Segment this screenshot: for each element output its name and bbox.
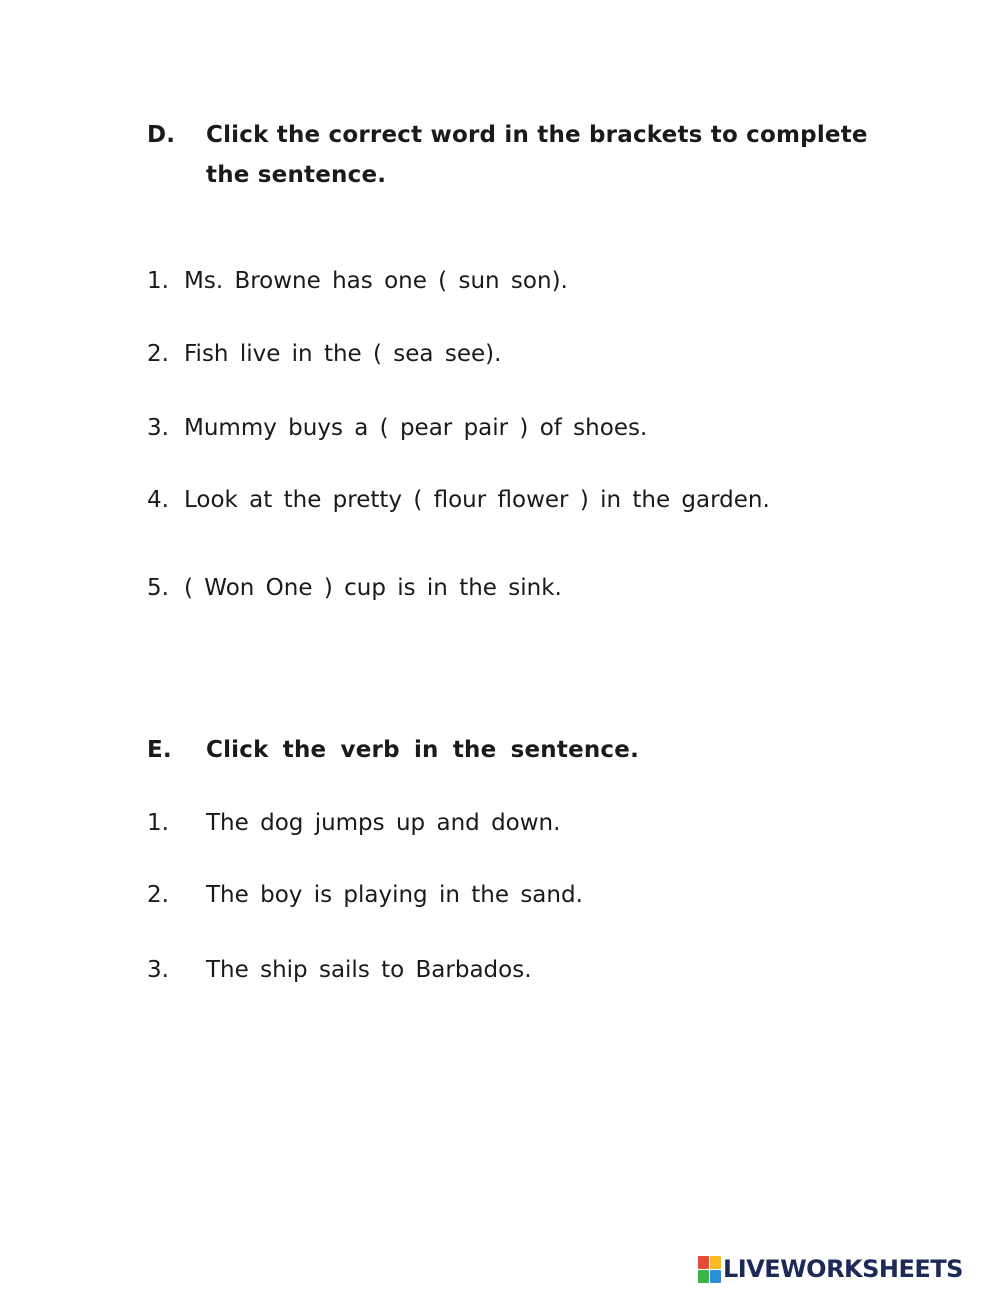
e-item-2-sentence xyxy=(206,882,583,908)
e-item-1-word-1[interactable]: The xyxy=(206,810,249,836)
e-item-1-sentence xyxy=(206,810,560,836)
d-item-5-post: ) cup is in the sink. xyxy=(323,575,562,601)
e-item-3-word-4[interactable]: to xyxy=(381,957,405,983)
e-item-3-word-5[interactable]: Barbados. xyxy=(415,957,532,983)
e-item-2-word-3[interactable]: is xyxy=(313,882,333,908)
d-item-2-pre: Fish live in the ( xyxy=(184,341,382,367)
d-item-2-post: ). xyxy=(485,341,502,367)
d-item-4-sentence xyxy=(184,487,770,513)
e-item-2-word-4[interactable]: playing xyxy=(343,882,428,908)
d-item-2-option-1[interactable]: sea xyxy=(393,341,434,367)
d-item-4-option-1[interactable]: flour xyxy=(433,487,487,513)
d-item-3-pre: Mummy buys a ( xyxy=(184,415,389,441)
liveworksheets-brand: LIVEWORKSHEETS xyxy=(723,1255,963,1283)
d-item-1-sentence xyxy=(184,268,568,294)
section-d-heading-line2: the sentence. xyxy=(206,162,387,188)
d-item-1-post: ). xyxy=(551,268,568,294)
d-item-4-option-2[interactable]: flower xyxy=(497,487,569,513)
e-item-2-word-1[interactable]: The xyxy=(206,882,249,908)
e-item-1-word-2[interactable]: dog xyxy=(260,810,304,836)
e-item-3-number: 3. xyxy=(147,957,169,983)
logo-square-3 xyxy=(698,1270,709,1283)
d-item-4-post: ) in the garden. xyxy=(579,487,770,513)
d-item-2-number: 2. xyxy=(147,341,169,367)
d-item-3-sentence xyxy=(184,415,647,441)
d-item-5-option-1[interactable]: Won xyxy=(204,575,255,601)
logo-square-4 xyxy=(710,1270,721,1283)
e-item-1-word-6[interactable]: down. xyxy=(491,810,561,836)
e-item-2-word-5[interactable]: in xyxy=(438,882,460,908)
e-item-3-word-3[interactable]: sails xyxy=(318,957,370,983)
e-item-2-word-6[interactable]: the xyxy=(471,882,509,908)
d-item-3-number: 3. xyxy=(147,415,169,441)
d-item-5-sentence xyxy=(184,575,562,601)
d-item-3-option-1[interactable]: pear xyxy=(399,415,453,441)
e-item-1-number: 1. xyxy=(147,810,169,836)
e-item-2-number: 2. xyxy=(147,882,169,908)
liveworksheets-watermark xyxy=(698,1255,963,1283)
e-item-2-word-2[interactable]: boy xyxy=(260,882,303,908)
logo-square-2 xyxy=(710,1256,721,1269)
d-item-5-pre: ( xyxy=(184,575,193,601)
e-item-1-word-3[interactable]: jumps xyxy=(314,810,385,836)
d-item-1-option-2[interactable]: son xyxy=(510,268,552,294)
d-item-1-option-1[interactable]: sun xyxy=(458,268,500,294)
d-item-5-option-2[interactable]: One xyxy=(265,575,313,601)
e-item-1-word-4[interactable]: up xyxy=(395,810,426,836)
section-d-letter: D. xyxy=(147,122,176,148)
d-item-2-sentence xyxy=(184,341,501,367)
e-item-2-word-7[interactable]: sand. xyxy=(520,882,583,908)
liveworksheets-logo-icon xyxy=(698,1256,720,1282)
d-item-4-pre: Look at the pretty ( xyxy=(184,487,423,513)
d-item-3-option-2[interactable]: pair xyxy=(463,415,509,441)
section-e-letter: E. xyxy=(147,737,172,763)
e-item-3-sentence xyxy=(206,957,532,983)
e-item-3-word-2[interactable]: ship xyxy=(260,957,308,983)
d-item-1-pre: Ms. Browne has one ( xyxy=(184,268,448,294)
d-item-2-option-2[interactable]: see xyxy=(444,341,486,367)
section-e-heading: Click the verb in the sentence. xyxy=(206,737,640,763)
e-item-3-word-1[interactable]: The xyxy=(206,957,249,983)
logo-square-1 xyxy=(698,1256,709,1269)
d-item-1-number: 1. xyxy=(147,268,169,294)
section-d-heading-line1: Click the correct word in the brackets to complete xyxy=(206,122,868,148)
d-item-5-number: 5. xyxy=(147,575,169,601)
d-item-3-post: ) of shoes. xyxy=(519,415,648,441)
d-item-4-number: 4. xyxy=(147,487,169,513)
e-item-1-word-5[interactable]: and xyxy=(436,810,480,836)
